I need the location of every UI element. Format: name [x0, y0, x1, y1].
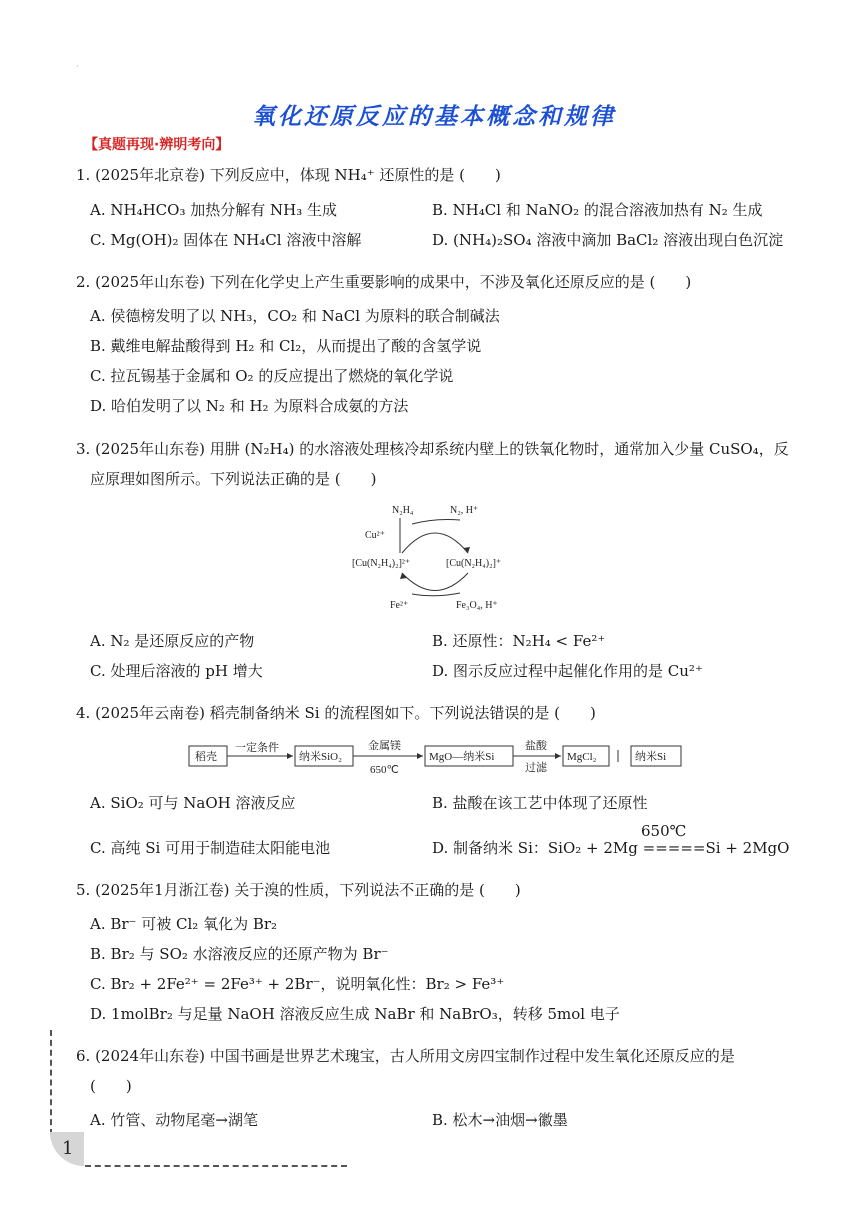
q1-option-a: A. NH₄HCO₃ 加热分解有 NH₃ 生成 [90, 201, 337, 219]
q5-option-a: A. Br⁻ 可被 Cl₂ 氧化为 Br₂ [90, 915, 278, 933]
section-heading: 【真题再现·辨明考向】 [84, 137, 230, 153]
q2-option-a: A. 侯德榜发明了以 NH₃，CO₂ 和 NaCl 为原料的联合制碱法 [90, 307, 500, 325]
flow-arrow-1: 一定条件 [235, 742, 279, 754]
q3-option-c: C. 处理后溶液的 pH 增大 [90, 662, 263, 680]
question-4-stem: 4. (2025年云南卷) 稻壳制备纳米 Si 的流程图如下。下列说法错误的是 ( ) [76, 704, 596, 722]
process-flow-diagram [185, 740, 685, 780]
page-number: 1 [62, 1138, 74, 1159]
question-1-stem: 1. (2025年北京卷) 下列反应中，体现 NH₄⁺ 还原性的是 ( ) [76, 166, 501, 184]
q4-option-b: B. 盐酸在该工艺中体现了还原性 [432, 794, 648, 812]
question-6-stem-line1: 6. (2024年山东卷) 中国书画是世界艺术瑰宝，古人所用文房四宝制作过程中发生氧化还原反应的是 [76, 1047, 735, 1065]
flow-box-1: 稻壳 [195, 751, 217, 763]
flow-box-2: 纳米SiO₂ [299, 751, 342, 763]
label-complex-plus: [Cu(N₂H₄)₂]⁺ [446, 558, 502, 569]
q4-option-d: D. 制备纳米 Si：SiO₂ + 2Mg =====Si + 2MgO [432, 839, 790, 857]
q1-option-b: B. NH₄Cl 和 NaNO₂ 的混合溶液加热有 N₂ 生成 [432, 201, 763, 219]
question-3-stem-line2: 应原理如图所示。下列说法正确的是 ( ) [90, 470, 377, 488]
left-dashed-border [50, 1030, 52, 1135]
q2-option-d: D. 哈伯发明了以 N₂ 和 H₂ 为原料合成氨的方法 [90, 397, 409, 415]
q3-option-a: A. N₂ 是还原反应的产物 [90, 632, 255, 650]
q5-option-c: C. Br₂ + 2Fe²⁺ = 2Fe³⁺ + 2Br⁻，说明氧化性：Br₂ > Fe³⁺ [90, 975, 505, 993]
question-3-stem-line1: 3. (2025年山东卷) 用肼 (N₂H₄) 的水溶液处理核冷却系统内壁上的铁氧化物时，通常加入少量 CuSO₄，反 [76, 440, 789, 458]
question-6-stem-line2: ( ) [90, 1077, 132, 1095]
q5-option-b: B. Br₂ 与 SO₂ 水溶液反应的还原产物为 Br⁻ [90, 945, 389, 963]
question-5-stem: 5. (2025年1月浙江卷) 关于溴的性质，下列说法不正确的是 ( ) [76, 881, 521, 899]
bottom-dashed-border [85, 1165, 347, 1167]
q5-option-d: D. 1molBr₂ 与足量 NaOH 溶液反应生成 NaBr 和 NaBrO₃，转移 5mol 电子 [90, 1005, 620, 1023]
q6-option-a: A. 竹管、动物尾毫→湖笔 [90, 1111, 258, 1129]
flow-box-3: MgO—纳米Si [429, 751, 495, 763]
q1-option-c: C. Mg(OH)₂ 固体在 NH₄Cl 溶液中溶解 [90, 231, 362, 249]
q1-option-d: D. (NH₄)₂SO₄ 溶液中滴加 BaCl₂ 溶液出现白色沉淀 [432, 231, 784, 249]
label-n2h4: N₂H₄ [392, 505, 414, 516]
question-2-stem: 2. (2025年山东卷) 下列在化学史上产生重要影响的成果中，不涉及氧化还原反应的是 ( ) [76, 273, 692, 291]
reaction-cycle-diagram [350, 498, 525, 618]
dot-mark: · [76, 62, 79, 71]
label-complex-2plus: [Cu(N₂H₄)₂]²⁺ [352, 558, 411, 569]
arc-top [402, 533, 468, 553]
flow-arrow-3: 650℃ [370, 764, 399, 776]
arc-top-out [412, 520, 460, 525]
label-fe3o4-h: Fe₃O₄, H⁺ [456, 600, 498, 611]
label-cu2: Cu²⁺ [365, 530, 385, 541]
q3-option-d: D. 图示反应过程中起催化作用的是 Cu²⁺ [432, 662, 703, 680]
flow-arrow-4: 盐酸 [525, 740, 547, 752]
q6-option-b: B. 松木→油烟→徽墨 [432, 1111, 568, 1129]
page-title: 氧化还原反应的基本概念和规律 [252, 103, 616, 130]
flow-box-4: MgCl₂ [567, 751, 597, 763]
q2-option-b: B. 戴维电解盐酸得到 H₂ 和 Cl₂，从而提出了酸的含氢学说 [90, 337, 482, 355]
label-fe2: Fe²⁺ [390, 600, 409, 611]
arc-bottom [402, 573, 468, 591]
reaction-condition: 650℃ [641, 822, 687, 840]
label-n2-h: N₂, H⁺ [450, 505, 479, 516]
q4-option-c: C. 高纯 Si 可用于制造硅太阳能电池 [90, 839, 331, 857]
flow-arrow-2: 金属镁 [368, 740, 401, 752]
q4-option-a: A. SiO₂ 可与 NaOH 溶液反应 [90, 794, 296, 812]
q2-option-c: C. 拉瓦锡基于金属和 O₂ 的反应提出了燃烧的氧化学说 [90, 367, 454, 385]
flow-box-5: 纳米Si [635, 751, 667, 763]
q3-option-b: B. 还原性：N₂H₄ < Fe²⁺ [432, 632, 606, 650]
arc-bottom-in [412, 593, 460, 596]
flow-arrow-5: 过滤 [525, 762, 547, 774]
